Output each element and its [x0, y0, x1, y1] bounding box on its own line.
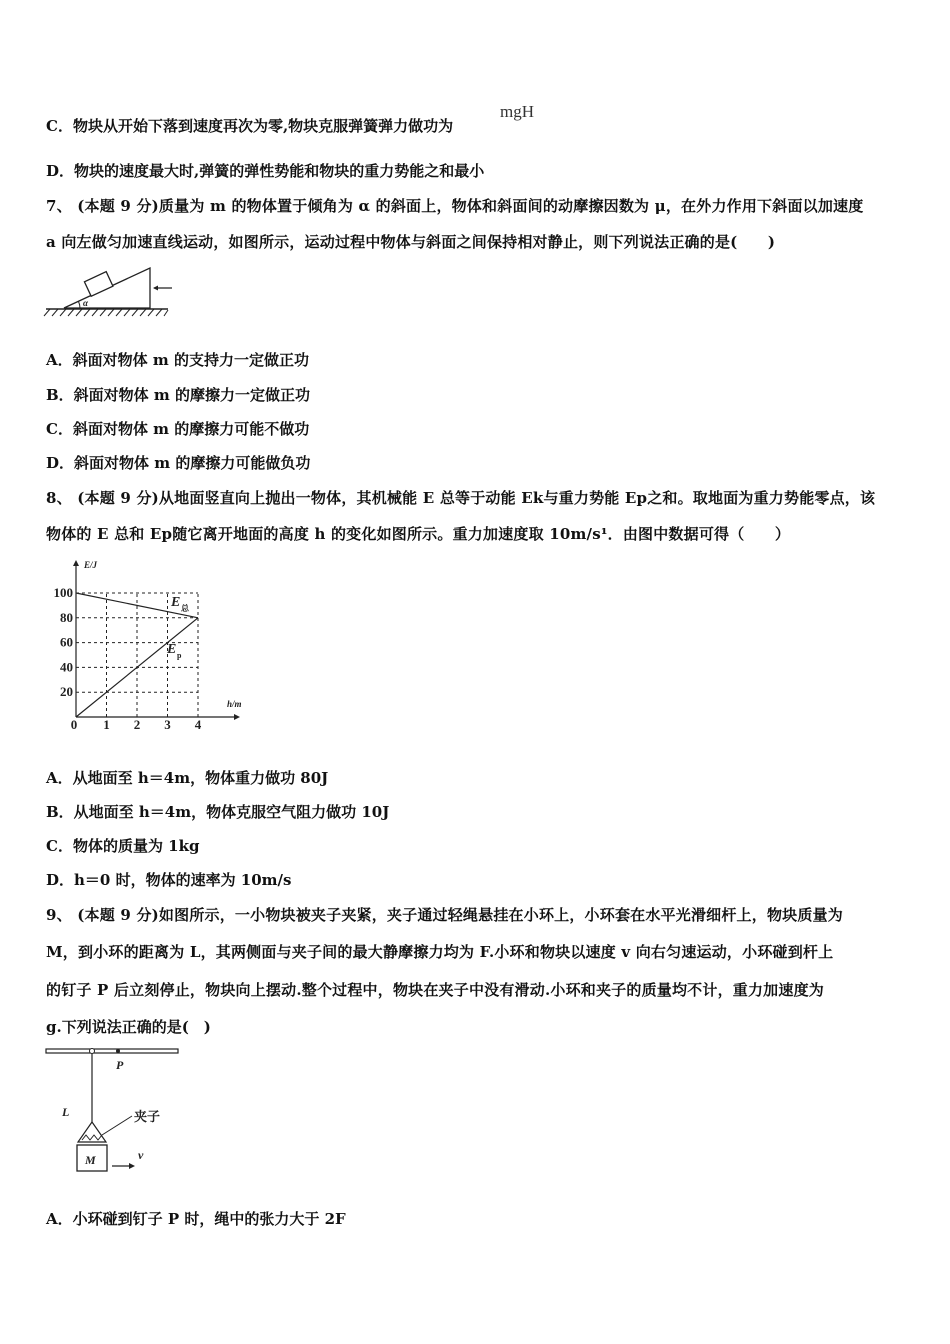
velocity-v-label: v: [138, 1148, 144, 1162]
q7-stem-line2: a 向左做匀加速直线运动，如图所示，运动过程中物体与斜面之间保持相对静止，则下列说法正确的是( ): [46, 233, 776, 251]
q9-stem-line2: M，到小环的距离为 L，其两侧面与夹子间的最大静摩擦力均为 F.小环和物块以速度 v 向右匀速运动，小环碰到杆上: [46, 943, 834, 961]
q8-stem-line2: 物体的 E 总和 Ep随它离开地面的高度 h 的变化如图所示。重力加速度取 10m/s¹．由图中数据可得（ ）: [46, 525, 791, 543]
angle-alpha-label: α: [83, 298, 88, 308]
energy-height-chart: [40, 556, 260, 736]
y-tick-label: 40: [60, 659, 73, 675]
q8-stem-line1: 8、 (本题 9 分)从地面竖直向上抛出一物体，其机械能 E 总等于动能 Ek与重力势能 Ep之和。取地面为重力势能零点，该: [46, 489, 876, 507]
q6-option-d: D．物块的速度最大时,弹簧的弹性势能和物块的重力势能之和最小: [46, 162, 485, 180]
q9-option-a: A．小环碰到钉子 P 时，绳中的张力大于 2F: [46, 1210, 346, 1228]
q7-stem-line1: 7、 (本题 9 分)质量为 m 的物体置于倾角为 α 的斜面上，物体和斜面间的动摩擦因数为 μ，在外力作用下斜面以加速度: [46, 197, 864, 215]
y-tick-label: 20: [60, 684, 73, 700]
angle-arc: [79, 302, 81, 309]
q8-option-a: A．从地面至 h＝4m，物体重力做功 80J: [46, 769, 329, 787]
ground-hatching: [44, 309, 168, 316]
clip-spring: [82, 1135, 102, 1140]
series-label-ep: E: [167, 642, 177, 657]
x-tick-label: 1: [103, 717, 110, 732]
q8-option-c: C．物体的质量为 1kg: [46, 837, 200, 855]
block-on-incline: [84, 272, 113, 297]
y-tick-label: 100: [53, 585, 73, 600]
y-axis-arrowhead: [73, 560, 79, 566]
series-label-etotal: E: [171, 595, 181, 610]
clip-label: 夹子: [134, 1109, 161, 1124]
series-label-etotal-sub: 总: [181, 604, 189, 613]
q8-option-b: B．从地面至 h＝4m，物体克服空气阻力做功 10J: [46, 803, 390, 821]
y-axis-label: E/J: [84, 560, 98, 570]
horizontal-rod: [46, 1049, 178, 1053]
nail-p: [116, 1049, 120, 1053]
length-l-label: L: [62, 1105, 70, 1119]
x-tick-label: 3: [164, 717, 171, 732]
acceleration-arrowhead: [153, 286, 158, 291]
x-tick-label: 0: [70, 717, 78, 732]
q9-stem-line1: 9、 (本题 9 分)如图所示，一小物块被夹子夹紧，夹子通过轻绳悬挂在小环上，小环套在水平光滑细杆上，物块质量为: [46, 906, 843, 924]
q8-option-d: D．h＝0 时，物体的速率为 10m/s: [46, 871, 292, 889]
y-tick-label: 80: [60, 609, 73, 625]
chart-axes: [73, 560, 240, 720]
q6-option-c-formula: mgH: [500, 102, 534, 121]
block-m-label: M: [85, 1153, 96, 1167]
y-tick-label: 60: [60, 634, 73, 650]
clip-pointer-line: [102, 1116, 132, 1135]
nail-p-label: P: [116, 1058, 124, 1072]
velocity-arrowhead: [129, 1163, 135, 1169]
series-label-ep-sub: p: [177, 651, 182, 660]
x-tick-label: 2: [133, 717, 141, 732]
q7-option-a: A．斜面对物体 m 的支持力一定做正功: [46, 351, 309, 369]
small-ring: [90, 1049, 95, 1054]
x-axis-arrowhead: [234, 714, 240, 720]
x-tick-label: 4: [194, 717, 202, 732]
q9-stem-line4: g.下列说法正确的是( ): [46, 1018, 211, 1036]
q7-option-b: B．斜面对物体 m 的摩擦力一定做正功: [46, 386, 310, 404]
q7-option-d: D．斜面对物体 m 的摩擦力可能做负功: [46, 454, 311, 472]
q7-option-c: C．斜面对物体 m 的摩擦力可能不做功: [46, 420, 310, 438]
q9-stem-line3: 的钉子 P 后立刻停止，物块向上摆动.整个过程中，物块在夹子中没有滑动.小环和夹子的质量均不计，重力加速度为: [46, 981, 824, 999]
x-axis-label: h/m: [227, 699, 242, 709]
incline-figure: [40, 262, 180, 318]
q6-option-c: C．物块从开始下落到速度再次为零,物块克服弹簧弹力做功为: [46, 117, 454, 135]
ring-clip-figure: [40, 1042, 220, 1182]
